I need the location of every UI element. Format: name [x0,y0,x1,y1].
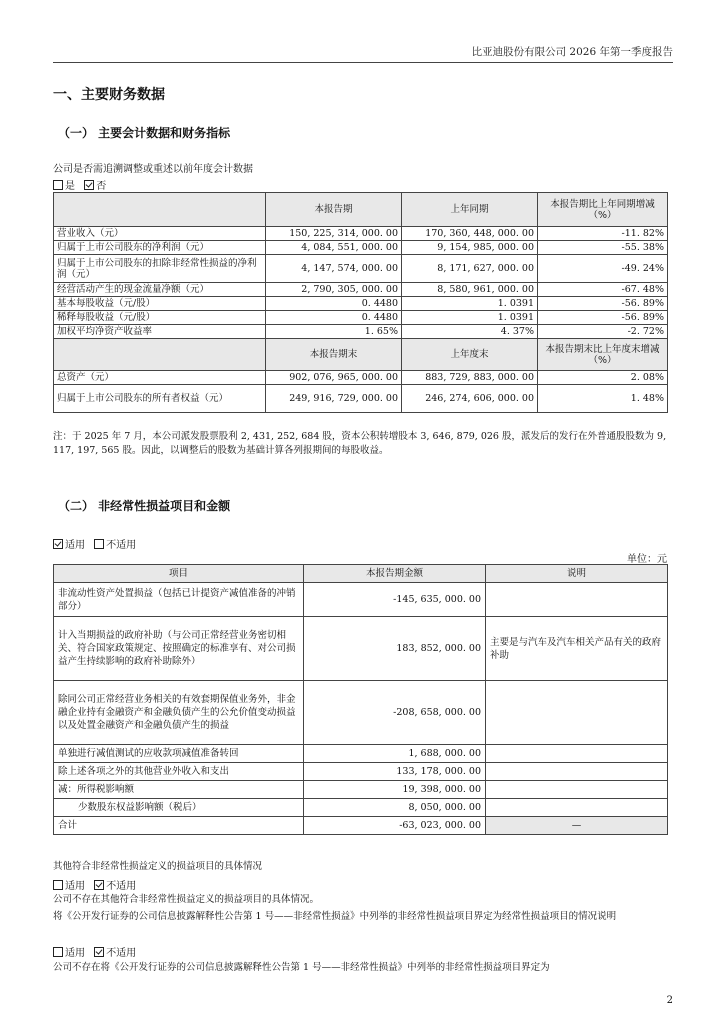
header-divider [53,62,673,63]
table-row: 经营活动产生的现金流量净额（元） 2, 790, 305, 000. 00 8, 580, 961, 000. 00 -67. 48% [54,283,668,297]
restate-options [53,177,112,193]
financial-indicators-table [53,192,668,413]
report-header: 比亚迪股份有限公司 2026 年第一季度报告 [471,46,673,58]
table-header-row [54,565,668,583]
table-row: 计入当期损益的政府补助（与公司正常经营业务密切相关、符合国家政策规定、按照确定的标准享有、对公司损益产生持续影响的政府补助除外） 183, 852, 000. 00 主要是与汽车及汽车相关产品有关的政府补助 [54,617,668,681]
checkbox-no-icon [84,180,94,190]
col-current-period: 本报告期 [266,193,402,227]
page-number: 2 [666,995,673,1006]
option-no: 否 [84,177,106,192]
table-row: 总资产（元） 902, 076, 965, 000. 00 883, 729, 883, 000. 00 2. 08% [54,371,668,385]
applicable-options [53,536,142,552]
col-period-end: 本报告期末 [266,339,402,371]
table-row: 归属于上市公司股东的扣除非经常性损益的净利润（元） 4, 147, 574, 000. 00 8, 171, 627, 000. 00 -49. 24% [54,255,668,283]
subsection-title-2: （二） 非经常性损益项目和金额 [58,499,231,513]
option-applicable-2: 适用 [53,877,85,892]
reclassification-options [53,944,142,960]
table-total-row: 合计 -63, 023, 000. 00 — [54,817,668,835]
table-row: 稀释每股收益（元/股） 0. 4480 1. 0391 -56. 89% [54,311,668,325]
col-item: 项目 [54,565,304,583]
option-yes: 是 [53,177,75,192]
unit-label: 单位：元 [627,554,667,565]
option-applicable-3: 适用 [53,944,85,959]
other-items-heading: 其他符合非经常性损益定义的损益项目的具体情况 [53,861,263,872]
col-change: 本报告期比上年同期增减（%） [538,193,668,227]
table-row: 少数股东权益影响额（税后） 8, 050, 000. 00 [54,799,668,817]
checkbox-yes-icon [53,180,63,190]
non-recurring-table [53,564,668,835]
other-items-statement: 公司不存在其他符合非经常性损益定义的损益项目的具体情况。 [53,894,320,905]
subsection-title-1: （一） 主要会计数据和财务指标 [58,126,231,140]
table-header-row [54,193,668,227]
table-row: 加权平均净资产收益率 1. 65% 4. 37% -2. 72% [54,325,668,339]
col-change-2: 本报告期末比上年度末增减（%） [538,339,668,371]
checkbox-not-applicable-2-icon [94,880,104,890]
table-row: 单独进行减值测试的应收款项减值准备转回 1, 688, 000. 00 [54,745,668,763]
eps-note: 注：于 2025 年 7 月，本公司派发股票股利 2, 431, 252, 684 股，资本公积转增股本 3, 646, 879, 026 股，派发后的发行在外普通股股数为 9, 117, 197, 565 股。因此，以调整后的股数为基础计算各列报期间的每股收益。 [53,431,667,456]
col-prior-period: 上年同期 [402,193,538,227]
section-title: 一、主要财务数据 [53,87,165,103]
table-row: 除同公司正常经营业务相关的有效套期保值业务外，非金融企业持有金融资产和金融负债产生的公允价值变动损益以及处置金融资产和金融负债产生的损益 -208, 658, 000. 00 [54,681,668,745]
option-not-applicable: 不适用 [94,536,136,551]
checkbox-not-applicable-3-icon [94,947,104,957]
option-not-applicable-2: 不适用 [94,877,136,892]
table-header-row-2 [54,339,668,371]
option-applicable: 适用 [53,536,85,551]
table-row: 归属于上市公司股东的所有者权益（元） 249, 916, 729, 000. 00 246, 274, 606, 000. 00 1. 48% [54,385,668,413]
checkbox-applicable-2-icon [53,880,63,890]
col-prior-year-end: 上年度末 [402,339,538,371]
option-not-applicable-3: 不适用 [94,944,136,959]
checkbox-applicable-icon [53,539,63,549]
table-row: 除上述各项之外的其他营业外收入和支出 133, 178, 000. 00 [54,763,668,781]
table-row: 非流动性资产处置损益（包括已计提资产减值准备的冲销部分） -145, 635, 000. 00 [54,583,668,617]
other-items-options [53,877,142,893]
restate-question: 公司是否需追溯调整或重述以前年度会计数据 [53,164,253,175]
checkbox-applicable-3-icon [53,947,63,957]
reclassification-heading: 将《公开发行证券的公司信息披露解释性公告第 1 号——非经常性损益》中列举的非经常性损益项目界定为经常性损益项目的情况说明 [53,911,617,922]
reclassification-statement: 公司不存在将《公开发行证券的公司信息披露解释性公告第 1 号——非经常性损益》中列举的非经常性损益项目界定为 [53,962,550,973]
table-row: 减：所得税影响额 19, 398, 000. 00 [54,781,668,799]
table-row: 营业收入（元） 150, 225, 314, 000. 00 170, 360, 448, 000. 00 -11. 82% [54,227,668,241]
col-amount: 本报告期金额 [304,565,486,583]
checkbox-not-applicable-icon [94,539,104,549]
col-description: 说明 [486,565,668,583]
table-row: 归属于上市公司股东的净利润（元） 4, 084, 551, 000. 00 9, 154, 985, 000. 00 -55. 38% [54,241,668,255]
table-row: 基本每股收益（元/股） 0. 4480 1. 0391 -56. 89% [54,297,668,311]
